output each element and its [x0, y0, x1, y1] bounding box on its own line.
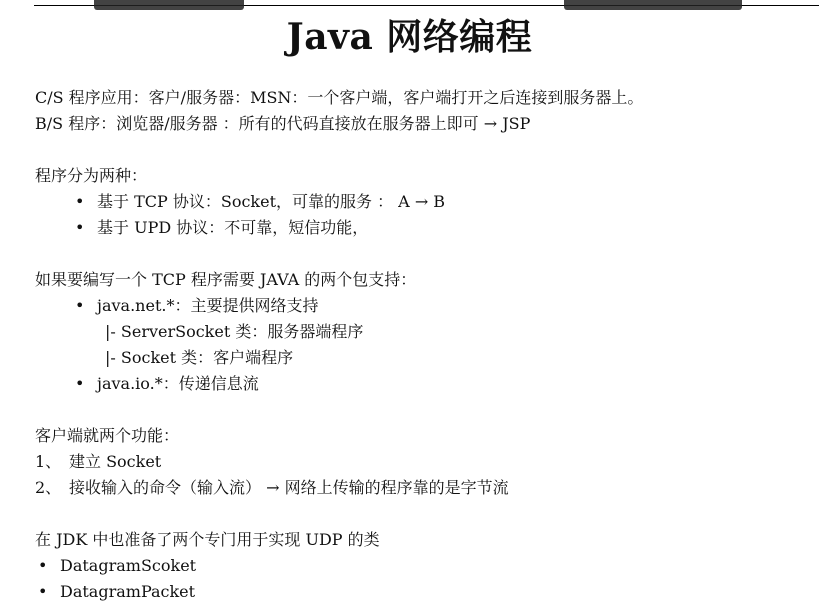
list-item	[75, 218, 368, 238]
numbered-item	[35, 452, 161, 472]
bullet: •	[38, 582, 48, 601]
cs-line: C/S 程序应用：客户/服务器：MSN：一个客户端，客户端打开之后连接到服务器上。	[35, 88, 644, 107]
program-types-heading: 程序分为两种：	[35, 166, 148, 185]
item-text: 接收输入的命令（输入流） → 网络上传输的程序靠的是字节流	[69, 478, 509, 497]
item-text: 建立 Socket	[69, 452, 162, 471]
bullet: •	[75, 374, 85, 393]
list-item	[75, 296, 318, 316]
page-title: Java 网络编程	[286, 16, 533, 58]
list-item-text: DatagramScoket	[60, 556, 197, 575]
numbered-item	[35, 478, 509, 498]
bs-line: B/S 程序：浏览器/服务器 ：所有的代码直接放在服务器上即可 → JSP	[35, 114, 531, 133]
list-item	[38, 556, 196, 576]
sub-item-socket: |- Socket 类：客户端程序	[105, 348, 294, 367]
sub-item-server-socket: |- ServerSocket 类：服务器端程序	[105, 322, 364, 341]
list-item-text: DatagramPacket	[60, 582, 196, 601]
item-number: 1、	[35, 452, 62, 471]
bullet: •	[75, 218, 85, 237]
bullet: •	[75, 192, 85, 211]
item-number: 2、	[35, 478, 62, 497]
list-item	[75, 374, 259, 394]
list-item-text: java.io.*：传递信息流	[97, 374, 259, 393]
udp-section-heading: 在 JDK 中也准备了两个专门用于实现 UDP 的类	[35, 530, 380, 549]
client-section-heading: 客户端就两个功能：	[35, 426, 180, 445]
tcp-section-heading: 如果要编写一个 TCP 程序需要 JAVA 的两个包支持：	[35, 270, 417, 289]
bullet: •	[75, 296, 85, 315]
list-item-text: 基于 TCP 协议：Socket，可靠的服务 ： A → B	[97, 192, 446, 211]
list-item	[75, 192, 445, 212]
header-rule	[34, 5, 819, 6]
list-item-text: java.net.*：主要提供网络支持	[97, 296, 319, 315]
list-item-text: 基于 UPD 协议：不可靠，短信功能，	[97, 218, 369, 237]
bullet: •	[38, 556, 48, 575]
list-item	[38, 582, 195, 602]
